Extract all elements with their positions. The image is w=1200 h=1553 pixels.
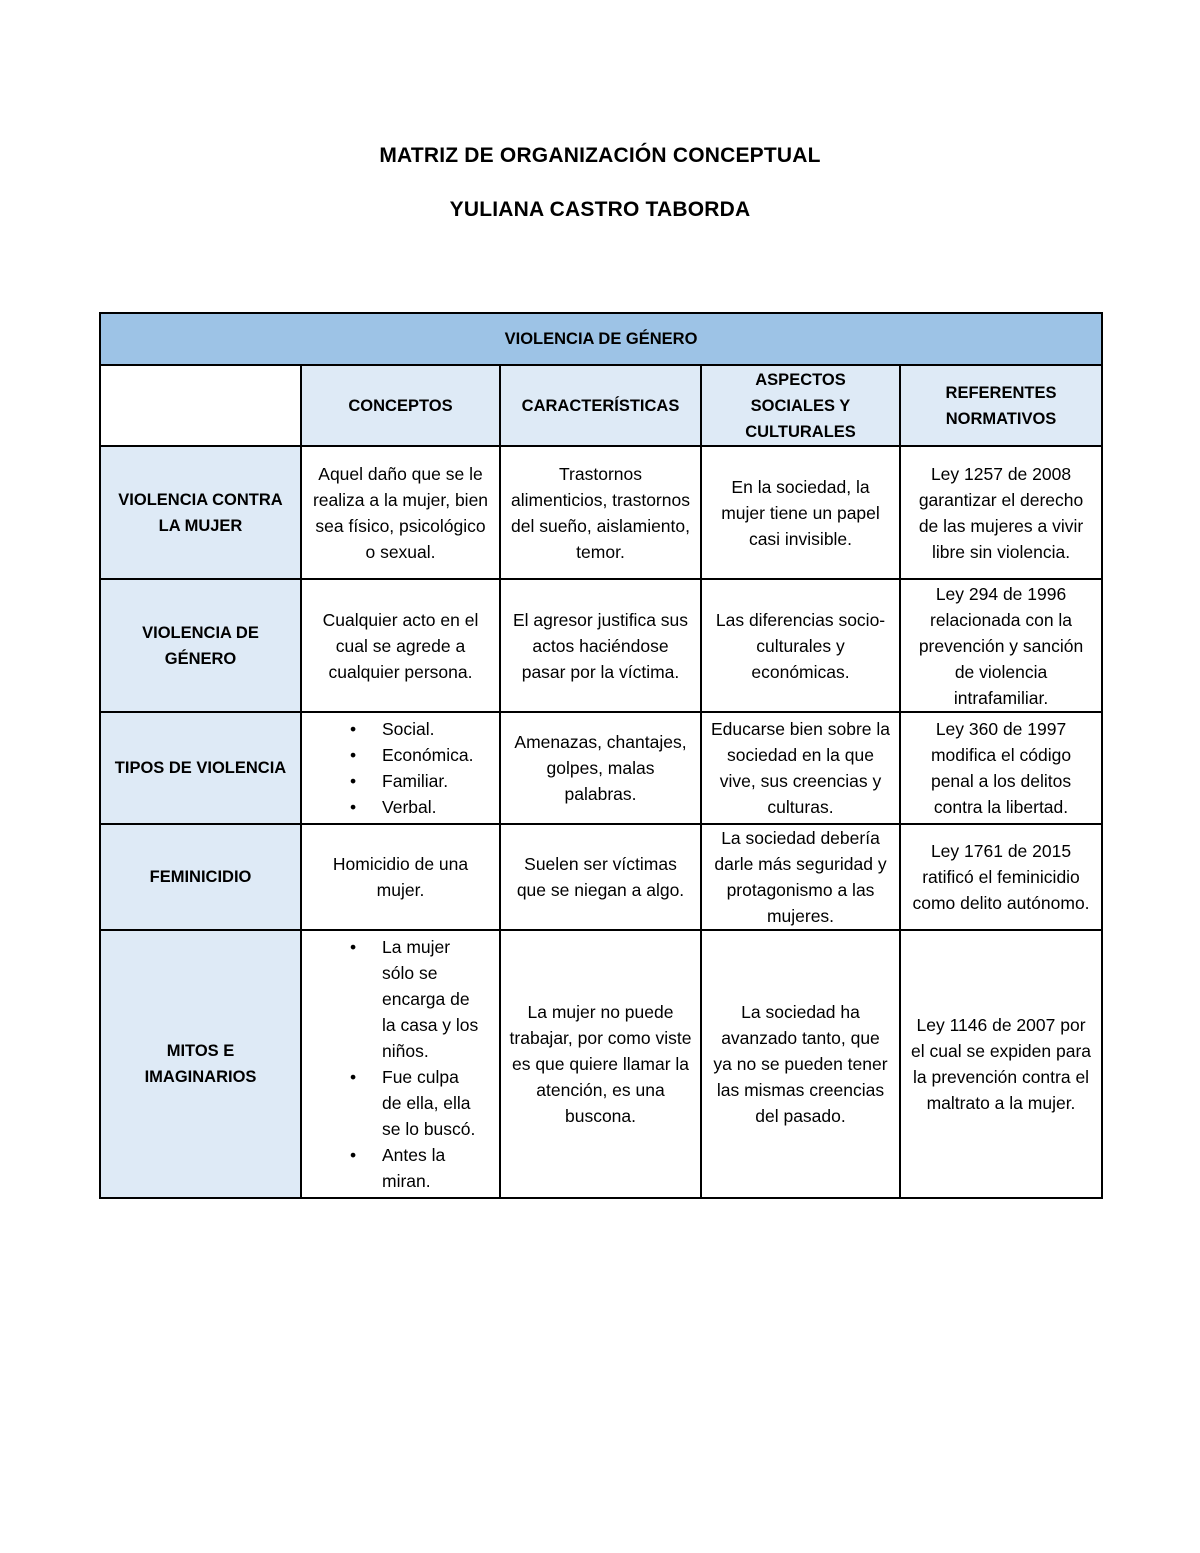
- cell-conceptos: Aquel daño que se le realiza a la mujer, bien sea físico, psicológico o sexual.: [301, 446, 500, 579]
- bullet-icon: •: [350, 1145, 357, 1165]
- list-item-text: Familiar.: [382, 771, 449, 791]
- cell-conceptos: Homicidio de una mujer.: [301, 824, 500, 930]
- column-header-referentes: REFERENTES NORMATIVOS: [900, 365, 1102, 446]
- document-author: YULIANA CASTRO TABORDA: [449, 198, 751, 221]
- cell-referentes: Ley 1257 de 2008 garantizar el derecho de las mujeres a vivir libre sin violencia.: [900, 446, 1102, 579]
- cell-caracteristicas: Trastornos alimenticios, trastornos del sueño, aislamiento, temor.: [500, 446, 701, 579]
- cell-aspectos: La sociedad debería darle más seguridad y protagonismo a las mujeres.: [701, 824, 900, 930]
- cell-aspectos: La sociedad ha avanzado tanto, que ya no se pueden tener las mismas creencias del pasado.: [701, 930, 900, 1198]
- table-row: [100, 824, 1102, 930]
- bullet-icon: •: [350, 797, 357, 817]
- list-item-text: Antes la miran.: [382, 1145, 446, 1191]
- row-label: VIOLENCIA DE GÉNERO: [100, 579, 301, 712]
- bullet-list: [310, 934, 491, 1194]
- list-item-text: Económica.: [382, 745, 474, 765]
- cell-aspectos: Educarse bien sobre la sociedad en la que vive, sus creencias y culturas.: [701, 712, 900, 824]
- cell-conceptos: [301, 930, 500, 1198]
- concept-matrix-table: [99, 312, 1103, 1199]
- cell-aspectos: Las diferencias socio-culturales y económicas.: [701, 579, 900, 712]
- bullet-icon: •: [350, 937, 357, 957]
- cell-caracteristicas: La mujer no puede trabajar, por como viste es que quiere llamar la atención, es una buscona.: [500, 930, 701, 1198]
- list-item: [310, 794, 491, 820]
- cell-caracteristicas: Suelen ser víctimas que se niegan a algo.: [500, 824, 701, 930]
- bullet-list: [310, 716, 491, 820]
- table-row: [100, 930, 1102, 1198]
- column-header-caracteristicas: CARACTERÍSTICAS: [500, 365, 701, 446]
- row-label: TIPOS DE VIOLENCIA: [100, 712, 301, 824]
- cell-referentes: Ley 1761 de 2015 ratificó el feminicidio como delito autónomo.: [900, 824, 1102, 930]
- column-header-aspectos: ASPECTOS SOCIALES Y CULTURALES: [701, 365, 900, 446]
- table-title: VIOLENCIA DE GÉNERO: [100, 313, 1102, 365]
- list-item-text: Social.: [382, 719, 435, 739]
- table-title-row: [100, 313, 1102, 365]
- bullet-icon: •: [350, 719, 357, 739]
- column-header-row: [100, 365, 1102, 446]
- row-label: FEMINICIDIO: [100, 824, 301, 930]
- table-row: [100, 712, 1102, 824]
- cell-caracteristicas: Amenazas, chantajes, golpes, malas palabras.: [500, 712, 701, 824]
- list-item-text: La mujer sólo se encarga de la casa y los niños.: [382, 937, 479, 1061]
- table-row: [100, 579, 1102, 712]
- column-header-conceptos: CONCEPTOS: [301, 365, 500, 446]
- table-row: [100, 446, 1102, 579]
- corner-cell: [100, 365, 301, 446]
- row-label: MITOS E IMAGINARIOS: [100, 930, 301, 1198]
- cell-caracteristicas: El agresor justifica sus actos haciéndose pasar por la víctima.: [500, 579, 701, 712]
- list-item: [310, 934, 491, 1064]
- bullet-icon: •: [350, 771, 357, 791]
- document-title: MATRIZ DE ORGANIZACIÓN CONCEPTUAL: [379, 144, 821, 167]
- list-item: [310, 742, 491, 768]
- list-item: [310, 1142, 491, 1194]
- cell-referentes: Ley 294 de 1996 relacionada con la prevención y sanción de violencia intrafamiliar.: [900, 579, 1102, 712]
- cell-conceptos: [301, 712, 500, 824]
- bullet-icon: •: [350, 745, 357, 765]
- cell-referentes: Ley 1146 de 2007 por el cual se expiden para la prevención contra el maltrato a la mujer.: [900, 930, 1102, 1198]
- cell-aspectos: En la sociedad, la mujer tiene un papel casi invisible.: [701, 446, 900, 579]
- list-item: [310, 768, 491, 794]
- row-label: VIOLENCIA CONTRA LA MUJER: [100, 446, 301, 579]
- cell-referentes: Ley 360 de 1997 modifica el código penal a los delitos contra la libertad.: [900, 712, 1102, 824]
- bullet-icon: •: [350, 1067, 357, 1087]
- list-item-text: Fue culpa de ella, ella se lo buscó.: [382, 1067, 476, 1139]
- list-item: [310, 1064, 491, 1142]
- list-item-text: Verbal.: [382, 797, 437, 817]
- cell-conceptos: Cualquier acto en el cual se agrede a cualquier persona.: [301, 579, 500, 712]
- list-item: [310, 716, 491, 742]
